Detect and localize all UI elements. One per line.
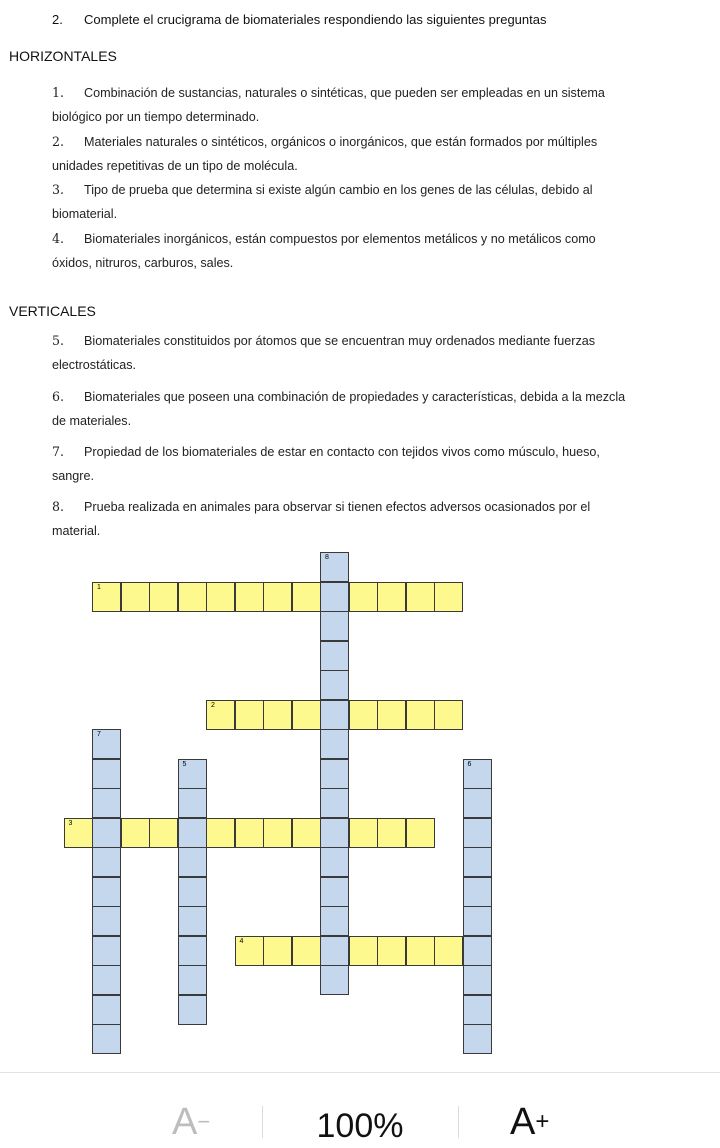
crossword-cell[interactable] — [320, 877, 349, 907]
clue-number-label: 3 — [68, 819, 73, 827]
crossword-cell[interactable] — [463, 847, 492, 877]
clue-v5: 5. Biomateriales constituidos por átomos que se encuentran muy ordenados mediante fuerzas electrostáticas. — [52, 333, 596, 372]
crossword-cell[interactable] — [206, 818, 235, 848]
crossword-cell[interactable] — [92, 877, 121, 907]
crossword-cell[interactable] — [92, 788, 121, 818]
toolbar-separator — [262, 1106, 263, 1138]
crossword-cell[interactable] — [320, 611, 349, 641]
crossword-cell[interactable] — [178, 995, 207, 1025]
crossword-cell[interactable] — [263, 936, 292, 966]
decrease-font-button[interactable]: A− — [172, 1101, 211, 1143]
crossword-cell[interactable] — [320, 641, 349, 671]
instruction-text: Complete el crucigrama de biomateriales respondiendo las siguientes preguntas — [84, 12, 547, 27]
crossword-cell[interactable] — [320, 729, 349, 759]
crossword-cell[interactable] — [320, 818, 349, 848]
crossword-cell[interactable] — [320, 788, 349, 818]
clue-number-label: 1 — [97, 583, 101, 591]
crossword-cell[interactable] — [178, 582, 207, 612]
crossword-cell[interactable] — [463, 965, 492, 995]
crossword-cell[interactable] — [320, 670, 349, 700]
clue-h2: 2. Materiales naturales o sintéticos, orgánicos o inorgánicos, que están formados por múltiples unidades repetitivas de un tipo de molécula. — [52, 134, 598, 173]
clue-v6: 6. Biomateriales que poseen una combinación de propiedades y características, debida a la mezcla de materiales. — [52, 389, 626, 428]
clue-number-label: 7 — [97, 731, 101, 738]
clue-v7: 7. Propiedad de los biomateriales de estar en contacto con tejidos vivos como músculo, hueso, sangre. — [52, 444, 600, 483]
crossword-cell[interactable] — [206, 582, 235, 612]
crossword-cell[interactable] — [92, 995, 121, 1025]
crossword-cell[interactable] — [320, 700, 349, 730]
crossword-cell[interactable] — [320, 906, 349, 936]
crossword-cell[interactable] — [178, 877, 207, 907]
crossword-cell[interactable] — [263, 582, 292, 612]
crossword-cell[interactable] — [463, 936, 492, 966]
crossword-cell[interactable] — [463, 877, 492, 907]
crossword-cell[interactable] — [149, 582, 178, 612]
clue-number-label: 4 — [239, 937, 244, 945]
crossword-cell[interactable] — [92, 847, 121, 877]
crossword-cell[interactable] — [92, 759, 121, 789]
clue-h3: 3. Tipo de prueba que determina si existe algún cambio en los genes de las células, debido al biomaterial. — [52, 182, 593, 221]
clue-number-label: 2 — [211, 701, 215, 709]
crossword-cell[interactable] — [434, 582, 463, 612]
crossword-cell[interactable] — [377, 818, 406, 848]
crossword-cell[interactable] — [406, 936, 435, 966]
toolbar-separator — [458, 1106, 459, 1138]
crossword-cell[interactable] — [463, 906, 492, 936]
crossword-cell[interactable] — [320, 582, 349, 612]
crossword-cell[interactable] — [463, 1024, 492, 1054]
crossword-cell[interactable] — [235, 818, 264, 848]
crossword-cell[interactable] — [434, 700, 463, 730]
crossword-cell[interactable] — [349, 936, 378, 966]
crossword-cell[interactable] — [320, 965, 349, 995]
horizontal-heading: HORIZONTALES — [9, 48, 117, 64]
crossword-cell[interactable] — [178, 847, 207, 877]
crossword-cell[interactable] — [292, 818, 321, 848]
crossword-cell[interactable] — [178, 936, 207, 966]
crossword-cell[interactable] — [292, 700, 321, 730]
clue-h1: 1. Combinación de sustancias, naturales o sintéticas, que pueden ser empleadas en un sistema biológico por un tiempo determinado. — [52, 85, 605, 124]
clue-h4: 4. Biomateriales inorgánicos, están compuestos por elementos metálicos y no metálicos como óxidos, nitruros, carburos, sales. — [52, 231, 596, 270]
clue-number-label: 6 — [467, 760, 472, 768]
crossword-cell[interactable] — [64, 818, 93, 848]
crossword-cell[interactable] — [235, 936, 264, 966]
crossword-cell[interactable] — [406, 700, 435, 730]
crossword-cell[interactable] — [377, 700, 406, 730]
crossword-cell[interactable] — [463, 759, 492, 789]
clue-v8: 8. Prueba realizada en animales para observar si tienen efectos adversos ocasionados por el material. — [52, 499, 591, 538]
crossword-cell[interactable] — [463, 995, 492, 1025]
crossword-cell[interactable] — [178, 788, 207, 818]
crossword-cell[interactable] — [292, 582, 321, 612]
crossword-cell[interactable] — [349, 582, 378, 612]
clue-number-label: 8 — [325, 554, 329, 561]
zoom-level: 100% — [316, 1107, 404, 1145]
crossword-cell[interactable] — [292, 936, 321, 966]
clue-number-label: 5 — [182, 760, 187, 768]
crossword-cell[interactable] — [92, 818, 121, 848]
crossword-cell[interactable] — [263, 818, 292, 848]
increase-font-button[interactable]: A+ — [510, 1101, 550, 1143]
crossword-cell[interactable] — [320, 552, 349, 582]
crossword-cell[interactable] — [92, 965, 121, 995]
crossword-cell[interactable] — [349, 818, 378, 848]
crossword-cell[interactable] — [178, 759, 207, 789]
crossword-cell[interactable] — [263, 700, 292, 730]
crossword-cell[interactable] — [92, 1024, 121, 1054]
crossword-cell[interactable] — [206, 700, 235, 730]
crossword-cell[interactable] — [178, 965, 207, 995]
crossword-cell[interactable] — [434, 936, 463, 966]
crossword-cell[interactable] — [463, 818, 492, 848]
vertical-heading: VERTICALES — [9, 303, 96, 319]
crossword-cell[interactable] — [377, 582, 406, 612]
crossword-cell[interactable] — [406, 582, 435, 612]
crossword-cell[interactable] — [320, 759, 349, 789]
crossword-cell[interactable] — [178, 906, 207, 936]
crossword-cell[interactable] — [121, 818, 150, 848]
crossword-cell[interactable] — [377, 936, 406, 966]
crossword-cell[interactable] — [320, 847, 349, 877]
crossword-cell[interactable] — [92, 906, 121, 936]
crossword-cell[interactable] — [406, 818, 435, 848]
crossword-cell[interactable] — [121, 582, 150, 612]
crossword-cell[interactable] — [235, 582, 264, 612]
crossword-cell[interactable] — [320, 936, 349, 966]
instruction-number: 2. — [52, 12, 63, 27]
crossword-grid — [0, 540, 720, 1070]
crossword-cell[interactable] — [92, 936, 121, 966]
crossword-cell[interactable] — [149, 818, 178, 848]
crossword-cell[interactable] — [235, 700, 264, 730]
crossword-cell[interactable] — [349, 700, 378, 730]
crossword-cell[interactable] — [92, 729, 121, 759]
crossword-cell[interactable] — [92, 582, 121, 612]
instruction — [52, 12, 712, 27]
crossword-cell[interactable] — [178, 818, 207, 848]
crossword-cell[interactable] — [463, 788, 492, 818]
